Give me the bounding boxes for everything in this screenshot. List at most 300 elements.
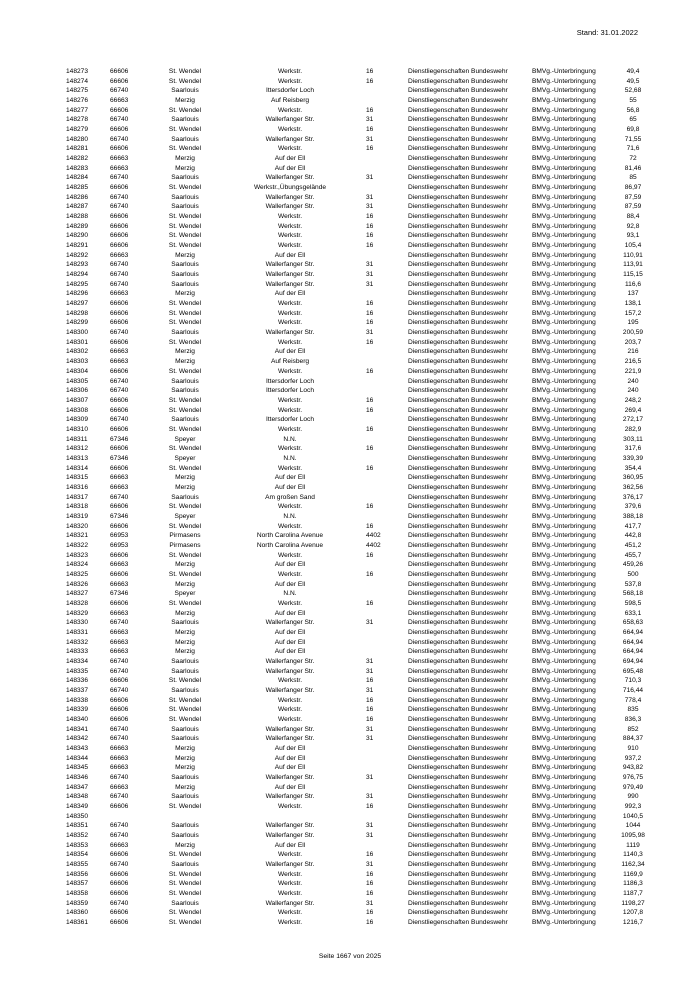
property-type-cell: Dienstliegenschaften Bundeswehr (408, 706, 508, 714)
street-cell: Werkstr. (277, 599, 303, 607)
row-id-cell: 148284 (66, 174, 89, 182)
house-number-cell: 16 (366, 890, 374, 898)
house-number-cell: 16 (366, 851, 374, 859)
street-cell: Auf der Ell (274, 348, 306, 356)
postal-code-cell: 66606 (110, 570, 129, 578)
postal-code-cell: 66740 (110, 387, 129, 395)
table-row (60, 309, 650, 319)
city-cell: Saarlouis (171, 793, 199, 801)
street-cell: Auf der Ell (274, 783, 306, 791)
postal-code-cell: 66606 (110, 232, 129, 240)
table-row (60, 657, 650, 667)
city-cell: St. Wendel (168, 425, 202, 433)
postal-code-cell: 66663 (110, 783, 129, 791)
postal-code-cell: 66663 (110, 348, 129, 356)
table-row (60, 106, 650, 116)
house-number-cell: 16 (366, 919, 374, 927)
house-number-cell (360, 347, 406, 357)
house-number-cell: 16 (366, 222, 374, 230)
area-cell: 52,68 (624, 87, 642, 95)
area-cell: 86,97 (624, 184, 642, 192)
city-cell: St. Wendel (168, 445, 202, 453)
city-cell: St. Wendel (168, 570, 202, 578)
usage-cell: BMVg.-Unterbringung (532, 251, 596, 259)
usage-cell: BMVg.-Unterbringung (532, 77, 596, 85)
postal-code-cell: 66740 (110, 329, 129, 337)
city-cell (150, 812, 220, 822)
house-number-cell (360, 812, 406, 822)
area-cell: 442,8 (624, 532, 642, 540)
property-type-cell: Dienstliegenschaften Bundeswehr (408, 803, 508, 811)
area-cell: 568,18 (622, 590, 644, 598)
area-cell: 56,8 (626, 106, 640, 114)
postal-code-cell: 66740 (110, 416, 129, 424)
street-cell: Wallerfanger Str. (265, 174, 315, 182)
area-cell: 910 (627, 745, 639, 753)
street-cell: Auf der Ell (274, 561, 306, 569)
street-cell: Werkstr. (277, 338, 303, 346)
area-cell: 1044 (625, 822, 641, 830)
property-type-cell: Dienstliegenschaften Bundeswehr (408, 184, 508, 192)
house-number-cell: 31 (366, 774, 374, 782)
house-number-cell: 16 (366, 367, 374, 375)
postal-code-cell: 66740 (110, 280, 129, 288)
row-id-cell: 148320 (66, 522, 89, 530)
area-cell: 71,6 (626, 145, 640, 153)
usage-cell: BMVg.-Unterbringung (532, 416, 596, 424)
area-cell: 664,94 (622, 628, 644, 636)
table-row (60, 173, 650, 183)
row-id-cell: 148360 (66, 909, 89, 917)
city-cell: Saarlouis (171, 387, 199, 395)
area-cell: 852 (627, 725, 639, 733)
usage-cell: BMVg.-Unterbringung (532, 193, 596, 201)
city-cell: Merzig (175, 483, 195, 491)
house-number-cell: 16 (366, 300, 374, 308)
postal-code-cell: 66606 (110, 338, 129, 346)
postal-code-cell: 66663 (110, 483, 129, 491)
table-row (60, 193, 650, 203)
usage-cell: BMVg.-Unterbringung (532, 367, 596, 375)
row-id-cell: 148304 (66, 367, 89, 375)
usage-cell: BMVg.-Unterbringung (532, 890, 596, 898)
row-id-cell: 148277 (66, 106, 89, 114)
house-number-cell: 4402 (366, 532, 381, 540)
usage-cell: BMVg.-Unterbringung (532, 754, 596, 762)
street-cell: Werkstr. (277, 68, 303, 75)
row-id-cell: 148342 (66, 735, 89, 743)
area-cell: 1140,3 (623, 851, 643, 859)
table-row (60, 473, 650, 483)
street-cell: Werkstr. (277, 503, 303, 511)
usage-cell: BMVg.-Unterbringung (532, 329, 596, 337)
postal-code-cell: 66606 (110, 106, 129, 114)
row-id-cell: 148330 (66, 619, 89, 627)
usage-cell: BMVg.-Unterbringung (532, 861, 596, 869)
property-type-cell: Dienstliegenschaften Bundeswehr (408, 213, 508, 221)
house-number-cell: 16 (366, 425, 374, 433)
postal-code-cell: 66663 (110, 580, 129, 588)
street-cell: Werkstr. (277, 551, 303, 559)
street-cell: Wallerfanger Str. (265, 793, 315, 801)
usage-cell: BMVg.-Unterbringung (532, 474, 596, 482)
house-number-cell: 16 (366, 319, 374, 327)
usage-cell: BMVg.-Unterbringung (532, 667, 596, 675)
property-type-cell: Dienstliegenschaften Bundeswehr (408, 474, 508, 482)
property-type-cell: Dienstliegenschaften Bundeswehr (408, 164, 508, 172)
area-cell: 240 (627, 387, 639, 395)
postal-code-cell: 66663 (110, 97, 129, 105)
city-cell: Merzig (175, 97, 195, 105)
street-cell: Wallerfanger Str. (265, 735, 315, 743)
usage-cell: BMVg.-Unterbringung (532, 580, 596, 588)
street-cell: Werkstr. (277, 77, 303, 85)
table-row (60, 879, 650, 889)
row-id-cell: 148316 (66, 483, 89, 491)
table-row (60, 918, 650, 928)
table-row (60, 396, 650, 406)
row-id-cell: 148336 (66, 677, 89, 685)
table-row (60, 705, 650, 715)
city-cell: Merzig (175, 251, 195, 259)
area-cell: 339,39 (622, 454, 644, 462)
area-cell: 87,59 (624, 193, 642, 201)
table-row (60, 676, 650, 686)
table-row (60, 754, 650, 764)
area-cell: 110,91 (623, 251, 643, 259)
usage-cell: BMVg.-Unterbringung (532, 541, 596, 549)
property-type-cell: Dienstliegenschaften Bundeswehr (408, 783, 508, 791)
street-cell: Auf der Ell (274, 483, 306, 491)
area-cell: 1040,5 (622, 812, 644, 820)
city-cell: Speyer (174, 590, 196, 598)
table-row (60, 444, 650, 454)
city-cell: Merzig (175, 155, 195, 163)
street-cell: Wallerfanger Str. (265, 657, 315, 665)
row-id-cell: 148290 (66, 232, 89, 240)
area-cell: 116,6 (624, 280, 641, 288)
house-number-cell: 16 (366, 870, 374, 878)
row-id-cell: 148359 (66, 899, 89, 907)
usage-cell: BMVg.-Unterbringung (532, 319, 596, 327)
table-row (60, 860, 650, 870)
house-number-cell: 31 (366, 657, 374, 665)
row-id-cell: 148349 (66, 803, 89, 811)
house-number-cell: 16 (366, 599, 374, 607)
area-cell: 937,2 (624, 754, 642, 762)
property-type-cell: Dienstliegenschaften Bundeswehr (408, 619, 508, 627)
table-row (60, 512, 650, 522)
house-number-cell: 16 (366, 696, 374, 704)
usage-cell: BMVg.-Unterbringung (532, 145, 596, 153)
street-cell: North Carolina Avenue (256, 532, 324, 540)
street-cell: Auf der Ell (274, 290, 306, 298)
postal-code-cell: 66663 (110, 648, 129, 656)
table-row (60, 377, 650, 387)
street-cell: Werkstr. (277, 425, 303, 433)
area-cell: 451,2 (624, 541, 642, 549)
city-cell: Saarlouis (171, 774, 199, 782)
row-id-cell: 148292 (66, 251, 89, 259)
property-type-cell: Dienstliegenschaften Bundeswehr (408, 764, 508, 772)
house-number-cell (360, 435, 406, 445)
row-id-cell: 148313 (66, 454, 89, 462)
postal-code-cell: 66740 (110, 667, 129, 675)
postal-code-cell: 66606 (110, 184, 129, 192)
table-row (60, 889, 650, 899)
house-number-cell (360, 96, 406, 106)
row-id-cell: 148335 (66, 667, 89, 675)
street-cell: Auf Reisberg (270, 97, 310, 105)
area-cell: 500 (627, 570, 639, 578)
property-type-cell: Dienstliegenschaften Bundeswehr (408, 425, 508, 433)
usage-cell: BMVg.-Unterbringung (532, 309, 596, 317)
postal-code-cell: 66740 (110, 174, 129, 182)
house-number-cell: 16 (366, 309, 374, 317)
property-type-cell: Dienstliegenschaften Bundeswehr (408, 290, 508, 298)
usage-cell: BMVg.-Unterbringung (532, 687, 596, 694)
usage-cell: BMVg.-Unterbringung (532, 909, 596, 917)
usage-cell: BMVg.-Unterbringung (532, 387, 596, 395)
property-type-cell: Dienstliegenschaften Bundeswehr (408, 745, 508, 753)
usage-cell: BMVg.-Unterbringung (532, 628, 596, 636)
house-number-cell: 31 (366, 280, 374, 288)
area-cell: 200,59 (622, 329, 644, 337)
table-row (60, 744, 650, 754)
postal-code-cell: 66606 (110, 677, 129, 685)
row-id-cell: 148351 (66, 822, 89, 830)
city-cell: St. Wendel (168, 909, 202, 917)
street-cell: Werkstr. (277, 870, 303, 878)
postal-code-cell: 66740 (110, 832, 129, 840)
city-cell: Saarlouis (171, 657, 199, 665)
property-type-cell: Dienstliegenschaften Bundeswehr (408, 309, 508, 317)
table-row (60, 522, 650, 532)
row-id-cell: 148308 (66, 406, 89, 414)
table-row (60, 667, 650, 677)
area-cell: 87,59 (624, 203, 642, 211)
postal-code-cell: 66740 (110, 619, 129, 627)
postal-code-cell: 66740 (110, 687, 129, 694)
city-cell: Saarlouis (171, 687, 199, 694)
street-cell: Werkstr. (277, 522, 303, 530)
row-id-cell: 148306 (66, 387, 89, 395)
postal-code-cell: 66740 (110, 493, 129, 501)
street-cell: Ittersdorfer Loch (265, 87, 314, 95)
row-id-cell: 148355 (66, 861, 89, 869)
postal-code-cell: 66606 (110, 909, 129, 917)
house-number-cell: 16 (366, 716, 374, 724)
area-cell: 65 (629, 116, 637, 124)
row-id-cell: 148321 (66, 532, 89, 540)
area-cell: 240 (627, 377, 639, 385)
city-cell: Saarlouis (171, 416, 199, 424)
table-row (60, 241, 650, 251)
property-type-cell: Dienstliegenschaften Bundeswehr (408, 483, 508, 491)
row-id-cell: 148312 (66, 445, 89, 453)
property-type-cell: Dienstliegenschaften Bundeswehr (408, 261, 508, 269)
property-type-cell: Dienstliegenschaften Bundeswehr (408, 725, 508, 733)
usage-cell: BMVg.-Unterbringung (532, 812, 596, 820)
row-id-cell: 148294 (66, 271, 89, 279)
street-cell: Wallerfanger Str. (265, 832, 315, 840)
property-type-cell: Dienstliegenschaften Bundeswehr (408, 677, 508, 685)
house-number-cell (360, 357, 406, 367)
row-id-cell: 148350 (66, 812, 89, 820)
area-cell: 55 (629, 97, 637, 105)
row-id-cell: 148333 (66, 648, 89, 656)
usage-cell: BMVg.-Unterbringung (532, 338, 596, 346)
postal-code-cell (110, 812, 150, 822)
area-cell: 216 (627, 348, 639, 356)
property-type-cell: Dienstliegenschaften Bundeswehr (408, 696, 508, 704)
area-cell: 1095,98 (621, 832, 645, 840)
city-cell: St. Wendel (168, 406, 202, 414)
row-id-cell: 148282 (66, 155, 89, 163)
usage-cell: BMVg.-Unterbringung (532, 280, 596, 288)
table-row (60, 386, 650, 396)
property-type-cell: Dienstliegenschaften Bundeswehr (408, 445, 508, 453)
usage-cell: BMVg.-Unterbringung (532, 599, 596, 607)
street-cell: Werkstr. (277, 242, 303, 250)
city-cell: St. Wendel (168, 464, 202, 472)
house-number-cell: 16 (366, 551, 374, 559)
table-row (60, 647, 650, 657)
postal-code-cell: 66740 (110, 657, 129, 665)
city-cell: Merzig (175, 580, 195, 588)
property-type-cell: Dienstliegenschaften Bundeswehr (408, 590, 508, 598)
city-cell: Saarlouis (171, 116, 199, 124)
property-type-cell: Dienstliegenschaften Bundeswehr (408, 106, 508, 114)
house-number-cell (360, 251, 406, 261)
property-type-cell: Dienstliegenschaften Bundeswehr (408, 116, 508, 124)
table-row (60, 164, 650, 174)
table-row (60, 222, 650, 232)
usage-cell: BMVg.-Unterbringung (532, 242, 596, 250)
area-cell: 1207,8 (622, 909, 644, 917)
house-number-cell: 31 (366, 619, 374, 627)
street-cell: North Carolina Avenue (256, 541, 324, 549)
street-cell: Werkstr. (277, 367, 303, 375)
postal-code-cell: 66740 (110, 899, 129, 907)
street-cell: Wallerfanger Str. (265, 203, 315, 211)
table-row (60, 628, 650, 638)
property-type-cell: Dienstliegenschaften Bundeswehr (408, 97, 508, 105)
city-cell: Merzig (175, 764, 195, 772)
postal-code-cell: 66606 (110, 870, 129, 878)
postal-code-cell: 66663 (110, 251, 129, 259)
area-cell: 1119 (626, 841, 640, 849)
city-cell: St. Wendel (168, 522, 202, 530)
house-number-cell: 31 (366, 725, 374, 733)
street-cell: Werkstr. (277, 803, 303, 811)
area-cell: 990 (627, 793, 639, 801)
property-type-cell: Dienstliegenschaften Bundeswehr (408, 329, 508, 337)
usage-cell: BMVg.-Unterbringung (532, 870, 596, 878)
usage-cell: BMVg.-Unterbringung (532, 793, 596, 801)
property-type-cell: Dienstliegenschaften Bundeswehr (408, 657, 508, 665)
house-number-cell (360, 560, 406, 570)
row-id-cell: 148281 (66, 145, 89, 153)
city-cell: St. Wendel (168, 803, 202, 811)
postal-code-cell: 66663 (110, 754, 129, 762)
property-type-cell: Dienstliegenschaften Bundeswehr (408, 870, 508, 878)
area-cell: 388,18 (622, 512, 644, 520)
area-cell: 282,9 (624, 425, 642, 433)
property-type-cell: Dienstliegenschaften Bundeswehr (408, 193, 508, 201)
table-row (60, 96, 650, 106)
area-cell: 88,4 (626, 213, 640, 221)
house-number-cell: 31 (366, 687, 374, 694)
property-type-cell: Dienstliegenschaften Bundeswehr (408, 570, 508, 578)
table-row (60, 551, 650, 561)
postal-code-cell: 66663 (110, 745, 129, 753)
house-number-cell: 16 (366, 522, 374, 530)
street-cell: Auf der Ell (274, 609, 306, 617)
house-number-cell: 31 (366, 735, 374, 743)
area-cell: 93,1 (626, 232, 640, 240)
area-cell: 49,5 (626, 77, 640, 85)
postal-code-cell: 66606 (110, 464, 129, 472)
street-cell: Wallerfanger Str. (265, 135, 315, 143)
street-cell: Werkstr. (277, 300, 303, 308)
city-cell: Saarlouis (171, 822, 199, 830)
table-row (60, 531, 650, 541)
area-cell: 92,8 (626, 222, 640, 230)
property-type-cell: Dienstliegenschaften Bundeswehr (408, 561, 508, 569)
area-cell: 455,7 (624, 551, 642, 559)
street-cell: Ittersdorfer Loch (265, 416, 314, 424)
row-id-cell: 148291 (66, 242, 89, 250)
property-type-cell: Dienstliegenschaften Bundeswehr (408, 716, 508, 724)
area-cell: 69,8 (626, 126, 640, 134)
postal-code-cell: 66606 (110, 222, 129, 230)
row-id-cell: 148311 (66, 435, 88, 443)
table-row (60, 609, 650, 619)
city-cell: Merzig (175, 561, 195, 569)
usage-cell: BMVg.-Unterbringung (532, 706, 596, 714)
postal-code-cell: 66663 (110, 290, 129, 298)
city-cell: St. Wendel (168, 184, 202, 192)
house-number-cell: 16 (366, 106, 374, 114)
area-cell: 216,5 (624, 358, 642, 366)
postal-code-cell: 66606 (110, 803, 129, 811)
usage-cell: BMVg.-Unterbringung (532, 609, 596, 617)
postal-code-cell: 66740 (110, 822, 129, 830)
area-cell: 664,94 (622, 638, 644, 646)
usage-cell: BMVg.-Unterbringung (532, 716, 596, 724)
postal-code-cell: 66740 (110, 735, 129, 743)
table-row (60, 115, 650, 125)
city-cell: Speyer (174, 454, 196, 462)
table-row (60, 899, 650, 909)
city-cell: Speyer (174, 435, 196, 443)
table-row (60, 415, 650, 425)
usage-cell: BMVg.-Unterbringung (532, 435, 596, 443)
area-cell: 303,11 (623, 435, 643, 443)
city-cell: St. Wendel (168, 300, 202, 308)
area-cell: 71,55 (624, 135, 642, 143)
house-number-cell (360, 377, 406, 387)
property-type-cell: Dienstliegenschaften Bundeswehr (408, 367, 508, 375)
postal-code-cell: 66606 (110, 396, 129, 404)
street-cell: Wallerfanger Str. (265, 193, 315, 201)
table-row (60, 696, 650, 706)
table-row (60, 202, 650, 212)
city-cell: St. Wendel (168, 309, 202, 317)
house-number-cell (360, 638, 406, 648)
property-type-cell: Dienstliegenschaften Bundeswehr (408, 435, 508, 443)
